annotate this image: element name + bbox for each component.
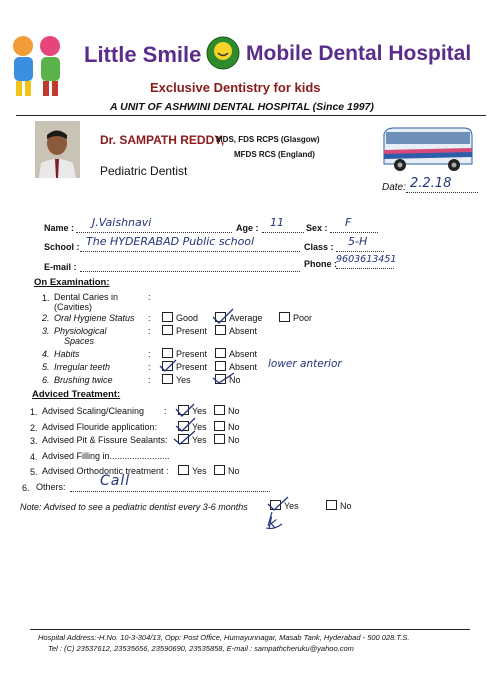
exam-item-4-label: Habits <box>54 349 80 359</box>
exam-item-3-colon: : <box>148 326 151 336</box>
phone-value: 9603613451 <box>336 254 397 265</box>
exam-item-2-label: Oral Hygiene Status <box>54 313 135 323</box>
note-yes-label: Yes <box>284 501 299 511</box>
treat-item-6-label: Others: <box>36 482 66 492</box>
exam-item-6-num: 6. <box>42 375 50 385</box>
date-label: Date: <box>382 182 406 193</box>
date-value: 2.2.18 <box>410 176 452 191</box>
exam-item-1-colon: : <box>148 292 151 302</box>
exam-item-2-colon: : <box>148 313 151 323</box>
exam-item-6-colon: : <box>148 375 151 385</box>
exam-item-5-note: lower anterior <box>268 358 342 370</box>
tagline: Exclusive Dentistry for kids <box>150 80 321 95</box>
name-label: Name : <box>44 223 75 233</box>
hospital-name-right: Mobile Dental Hospital <box>246 42 472 65</box>
exam-item-5-colon: : <box>148 362 151 372</box>
exam-item-1-num: 1. <box>42 293 50 303</box>
ortho-no-label: No <box>228 466 240 476</box>
class-value: 5-H <box>348 235 368 248</box>
examination-heading: On Examination: <box>34 277 110 288</box>
doctor-title: Pediatric Dentist <box>100 164 188 178</box>
sealants-no-label: No <box>228 435 240 445</box>
treat-item-6-value: Call <box>100 473 131 489</box>
ortho-yes-label: Yes <box>192 466 207 476</box>
tick-sealants-yes <box>174 431 195 444</box>
exam-item-3-num: 3. <box>42 326 50 336</box>
phone-label: Phone : <box>304 259 337 269</box>
treat-item-2-label: Advised Flouride application: <box>42 422 158 432</box>
treat-item-4-label: Advised Filling in........................ <box>42 451 170 461</box>
footer-address: Hospital Address:-H.No. 10-3-304/13, Opp: Post Office, Humayunnagar, Masab Tank, Hyderabad - 500 028.T.S. <box>38 633 410 642</box>
hospital-name-left: Little Smile <box>84 42 202 67</box>
treat-item-5-label: Advised Orthodontic treatment : <box>42 466 169 476</box>
tick-irregular-present <box>160 360 176 371</box>
doctor-name: Dr. SAMPATH REDDY, <box>100 133 225 147</box>
exam-item-1-label2: (Cavities) <box>54 302 93 312</box>
treat-item-2-num: 2. <box>30 423 38 433</box>
treat-item-3-num: 3. <box>30 436 38 446</box>
footer-divider <box>30 629 470 630</box>
exam-item-2-num: 2. <box>42 313 50 323</box>
signature: k <box>268 514 277 532</box>
school-label: School : <box>44 242 80 252</box>
scaling-no-label: No <box>228 406 240 416</box>
spaces-present-label: Present <box>176 326 208 336</box>
name-value: J.Vaishnavi <box>92 216 152 229</box>
age-value: 11 <box>270 216 284 229</box>
exam-item-5-label: Irregular teeth <box>54 362 111 372</box>
treat-item-4-num: 4. <box>30 452 38 462</box>
email-label: E-mail : <box>44 262 77 272</box>
class-label: Class : <box>304 242 334 252</box>
habits-present-label: Present <box>176 349 208 359</box>
treat-item-1-num: 1. <box>30 407 38 417</box>
tick-note-yes <box>268 497 288 510</box>
age-label: Age : <box>236 223 259 233</box>
good-label: Good <box>176 313 199 323</box>
exam-item-4-colon: : <box>148 349 151 359</box>
school-value: The HYDERABAD Public school <box>86 235 255 248</box>
sealants-yes-label: Yes <box>192 435 207 445</box>
note-text: Note: Advised to see a pediatric dentist every 3-6 months <box>20 502 248 512</box>
brushing-no-label: No <box>229 375 241 385</box>
spaces-absent-label: Absent <box>229 326 258 336</box>
exam-item-4-num: 4. <box>42 349 50 359</box>
sex-label: Sex : <box>306 223 328 233</box>
flouride-yes-label: Yes <box>192 422 207 432</box>
exam-item-3-label2: Spaces <box>64 336 95 346</box>
poor-label: Poor <box>293 313 313 323</box>
tick-average <box>213 309 233 323</box>
treat-item-6-num: 6. <box>22 483 30 493</box>
tick-scaling-yes <box>176 404 194 416</box>
sex-value: F <box>345 216 352 229</box>
scaling-yes-label: Yes <box>192 406 207 416</box>
irregular-absent-label: Absent <box>229 362 258 372</box>
unit-line: A UNIT OF ASHWINI DENTAL HOSPITAL (Since 1997) <box>110 101 374 113</box>
irregular-present-label: Present <box>176 362 208 372</box>
treat-item-1-label: Advised Scaling/Cleaning <box>42 406 145 416</box>
exam-item-3-label: Physiological <box>54 326 107 336</box>
tick-brushing-no <box>213 373 234 383</box>
treatment-heading: Adviced Treatment: <box>32 389 121 400</box>
brushing-yes-label: Yes <box>176 375 191 385</box>
average-label: Average <box>229 313 263 323</box>
note-no-label: No <box>340 501 352 511</box>
exam-item-6-label: Brushing twice <box>54 375 113 385</box>
habits-absent-label: Absent <box>229 349 258 359</box>
tick-flouride-yes <box>176 418 195 431</box>
doctor-quals-1: MDS, FDS RCPS (Glasgow) <box>216 135 320 144</box>
signature-stroke <box>266 512 282 529</box>
footer-contact: Tel : (C) 23537612, 23535656, 23590690, 23535858, E-mail : sampathcheruku@yahoo.com <box>48 644 354 653</box>
flouride-no-label: No <box>228 422 240 432</box>
exam-item-5-num: 5. <box>42 362 50 372</box>
treat-item-5-num: 5. <box>30 467 38 477</box>
doctor-quals-2: MFDS RCS (England) <box>234 150 315 159</box>
treat-item-3-label: Advised Pit & Fissure Sealants: <box>42 435 168 445</box>
exam-item-1-label: Dental Caries in <box>54 292 119 302</box>
treat-item-1-colon: : <box>164 406 167 416</box>
